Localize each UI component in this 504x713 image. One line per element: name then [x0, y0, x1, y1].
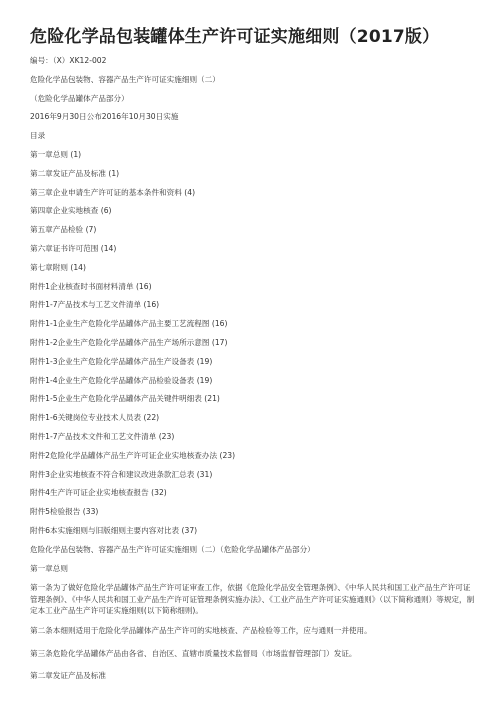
- document-line: 危险化学品包装物、容器产品生产许可证实施细则（二）: [30, 74, 220, 84]
- document-line: 附件1-7产品技术与工艺文件清单 (16): [30, 300, 160, 310]
- document-line: 附件5检验报告 (33): [30, 507, 99, 517]
- document-line: 第六章证书许可范围 (14): [30, 244, 117, 253]
- chapter-heading: 第二章发证产品及标准: [30, 671, 106, 680]
- document-line: 2016年9月30日公布2016年10月30日实施: [30, 112, 179, 122]
- document-line: 第一章总则: [30, 563, 68, 573]
- document-line: 附件1企业核查时书面材料清单 (16): [30, 281, 152, 291]
- paragraph-article-2: 第二条本细则适用于危险化学品罐体产品生产许可的实地核查、产品检验等工作，应与通则一并使用。: [30, 626, 372, 635]
- document-line: 第七章附则 (14): [30, 262, 86, 272]
- document-line: （危险化学品罐体产品部分）: [30, 93, 129, 103]
- document-line: 第二章发证产品及标准 (1): [30, 168, 120, 178]
- document-line: 附件6本实施细则与旧版细则主要内容对比表 (37): [30, 526, 198, 535]
- document-title: 危险化学品包装罐体生产许可证实施细则（2017版）: [30, 27, 440, 47]
- document-line: 附件1-7产品技术文件和工艺文件清单 (23): [30, 432, 175, 441]
- document-line: 编号：（X）XK12-002: [30, 56, 107, 65]
- document-line: 第三章企业申请生产许可证的基本条件和资料 (4): [30, 187, 196, 197]
- document-line: 附件1-5企业生产危险化学品罐体产品关键件明细表 (21): [30, 394, 220, 404]
- document-line: 第五章产品检验 (7): [30, 225, 97, 235]
- document-line: 附件1-4企业生产危险化学品罐体产品检验设备表 (19): [30, 375, 213, 385]
- paragraph-article-1: 第一条为了做好危险化学品罐体产品生产许可证审查工作，依据《危险化学品安全管理条例》、《中华人民共和国工业产品生产许可证管理条例》、《中华人民共和国工业产品生产许可证管理条例实施办法》、《工业产品生产许可证实施通则》（以下简称通则）等规定，制定本工业产品生产许可证实施细则(以下简称细则)。: [30, 583, 475, 615]
- document-line: 目录: [30, 131, 46, 141]
- document-line: 危险化学品包装物、容器产品生产许可证实施细则（二）（危险化学品罐体产品部分）: [30, 544, 315, 554]
- document-line: 附件1-3企业生产危险化学品罐体产品生产设备表 (19): [30, 356, 213, 366]
- document-line: 附件4生产许可证企业实地核查报告 (32): [30, 488, 167, 498]
- paragraph-article-3: 第三条危险化学品罐体产品由各省、自治区、直辖市质量技术监督局（市场监督管理部门）发证。: [30, 649, 357, 658]
- document-line: 附件1-6关键岗位专业技术人员表 (22): [30, 413, 160, 423]
- document-line: 第一章总则 (1): [30, 150, 82, 159]
- document-line: 附件3企业实地核查不符合和建议改进条款汇总表 (31): [30, 469, 213, 479]
- document-line: 附件2危险化学品罐体产品生产许可证企业实地核查办法 (23): [30, 450, 236, 460]
- document-line: 附件1-2企业生产危险化学品罐体产品生产场所示意图 (17): [30, 338, 228, 347]
- document-line: 第四章企业实地核查 (6): [30, 206, 112, 216]
- document-line: 附件1-1企业生产危险化学品罐体产品主要工艺流程图 (16): [30, 319, 228, 329]
